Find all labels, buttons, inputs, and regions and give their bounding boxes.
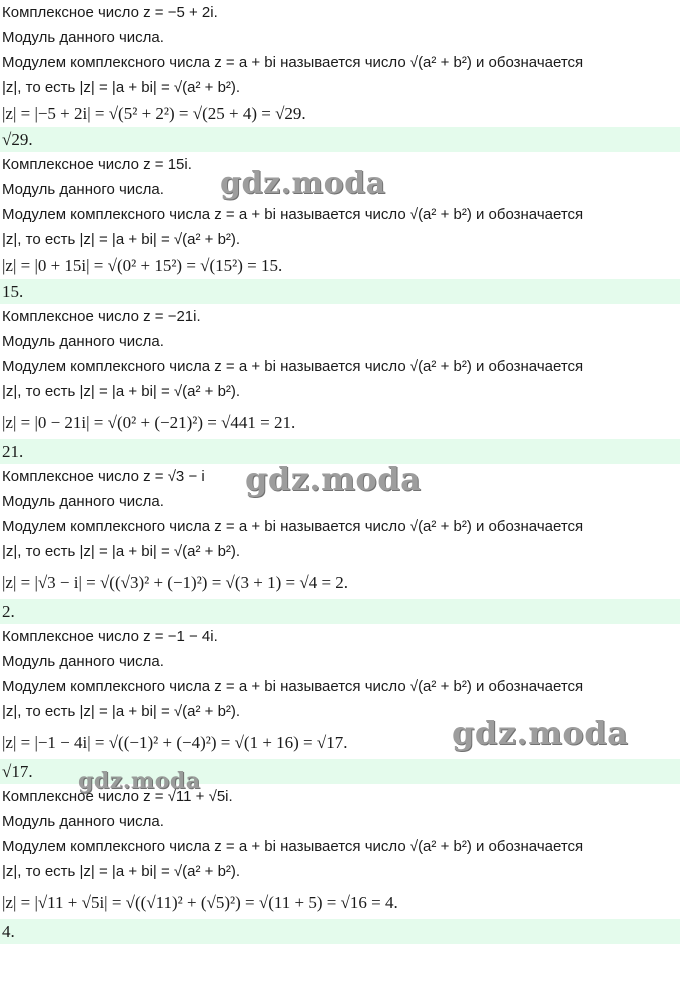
- problem-1: [0, 0, 680, 152]
- problem-task: Модуль данного числа.: [2, 653, 164, 670]
- watermark-logo: gdz.moda: [245, 460, 422, 498]
- modulus-notation: |z|, то есть |z| = |a + bi| = √(a² + b²).: [2, 863, 241, 880]
- calculation: |z| = |√11 + √5i| = √((√11)² + (√5)²) = √(11 + 5) = √16 = 4.: [2, 893, 398, 912]
- calculation: |z| = |√3 − i| = √((√3)² + (−1)²) = √(3 + 1) = √4 = 2.: [2, 573, 349, 592]
- calculation: |z| = |0 + 15i| = √(0² + 15²) = √(15²) = 15.: [2, 256, 283, 275]
- problem-task: Модуль данного числа.: [2, 29, 164, 46]
- watermark-logo: gdz.moda: [220, 166, 386, 201]
- problem-statement: Комплексное число z = 15i.: [2, 156, 192, 173]
- answer-row: 15.: [0, 279, 680, 304]
- problem-5: [0, 624, 680, 784]
- modulus-definition: Модулем комплексного числа z = a + bi называется число √(a² + b²) и обозначается: [2, 838, 584, 855]
- problem-6: [0, 784, 680, 944]
- modulus-notation: |z|, то есть |z| = |a + bi| = √(a² + b²).: [2, 543, 241, 560]
- watermark-logo: gdz.moda: [452, 714, 629, 752]
- problem-statement: Комплексное число z = −5 + 2i.: [2, 4, 218, 21]
- problem-statement: Комплексное число z = −21i.: [2, 308, 201, 325]
- answer-row: 2.: [0, 599, 680, 624]
- problem-task: Модуль данного числа.: [2, 181, 164, 198]
- problem-task: Модуль данного числа.: [2, 493, 164, 510]
- modulus-definition: Модулем комплексного числа z = a + bi называется число √(a² + b²) и обозначается: [2, 358, 584, 375]
- problem-3: [0, 304, 680, 464]
- calculation: |z| = |0 − 21i| = √(0² + (−21)²) = √441 = 21.: [2, 413, 296, 432]
- modulus-definition: Модулем комплексного числа z = a + bi называется число √(a² + b²) и обозначается: [2, 518, 584, 535]
- modulus-notation: |z|, то есть |z| = |a + bi| = √(a² + b²).: [2, 231, 241, 248]
- problem-statement: Комплексное число z = √11 + √5i.: [2, 788, 233, 805]
- modulus-definition: Модулем комплексного числа z = a + bi называется число √(a² + b²) и обозначается: [2, 206, 584, 223]
- answer-row: √17.: [0, 759, 680, 784]
- modulus-definition: Модулем комплексного числа z = a + bi называется число √(a² + b²) и обозначается: [2, 678, 584, 695]
- modulus-notation: |z|, то есть |z| = |a + bi| = √(a² + b²).: [2, 703, 241, 720]
- problem-statement: Комплексное число z = √3 − i: [2, 468, 205, 485]
- calculation: |z| = |−5 + 2i| = √(5² + 2²) = √(25 + 4) = √29.: [2, 104, 306, 123]
- modulus-notation: |z|, то есть |z| = |a + bi| = √(a² + b²).: [2, 79, 241, 96]
- problem-task: Модуль данного числа.: [2, 813, 164, 830]
- calculation: |z| = |−1 − 4i| = √((−1)² + (−4)²) = √(1 + 16) = √17.: [2, 733, 348, 752]
- answer-row: √29.: [0, 127, 680, 152]
- answer-row: 4.: [0, 919, 680, 944]
- modulus-definition: Модулем комплексного числа z = a + bi называется число √(a² + b²) и обозначается: [2, 54, 584, 71]
- answer-row: 21.: [0, 439, 680, 464]
- modulus-notation: |z|, то есть |z| = |a + bi| = √(a² + b²).: [2, 383, 241, 400]
- problem-statement: Комплексное число z = −1 − 4i.: [2, 628, 218, 645]
- problem-task: Модуль данного числа.: [2, 333, 164, 350]
- watermark-logo: gdz.moda: [78, 768, 201, 794]
